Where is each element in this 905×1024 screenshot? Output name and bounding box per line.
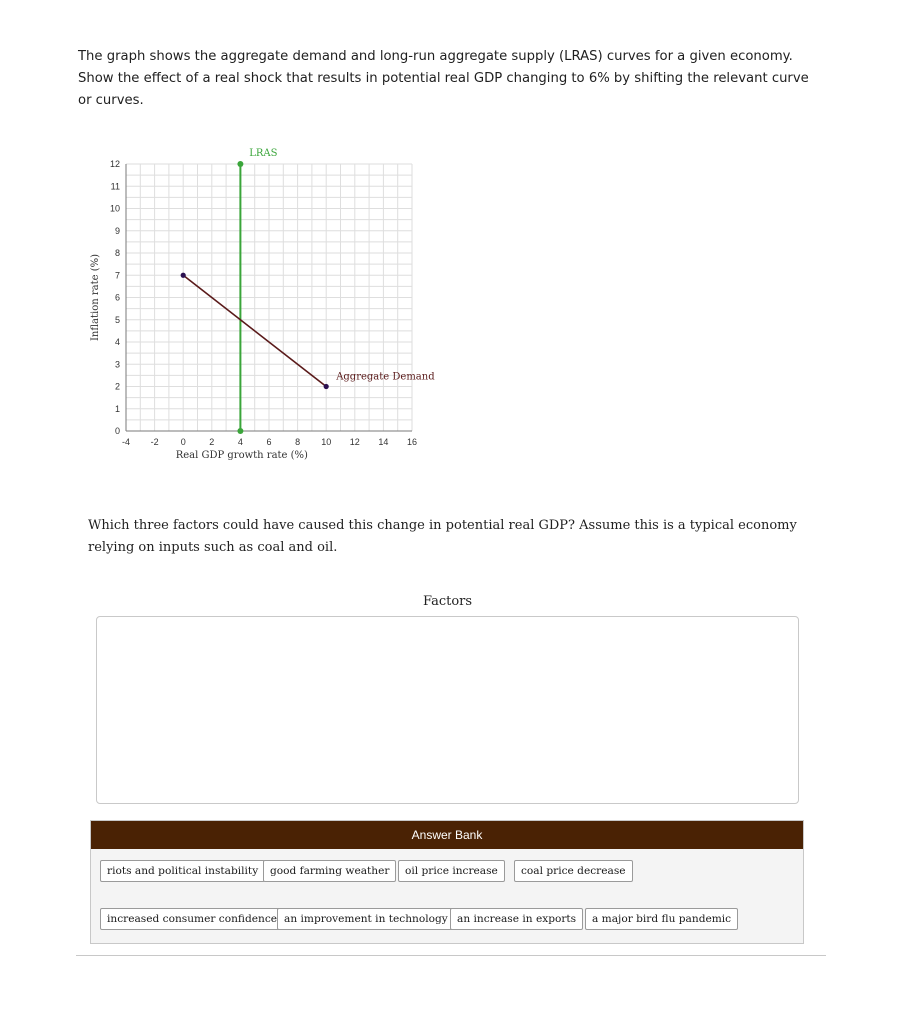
answer-chip[interactable]: increased consumer confidence bbox=[100, 908, 284, 930]
answer-chip[interactable]: a major bird flu pandemic bbox=[585, 908, 738, 930]
answer-chip[interactable]: oil price increase bbox=[398, 860, 505, 882]
y-tick-label: 1 bbox=[114, 403, 120, 414]
y-tick-label: 8 bbox=[114, 248, 120, 258]
answer-chip[interactable]: riots and political instability bbox=[100, 860, 265, 882]
y-tick-label: 11 bbox=[110, 181, 120, 192]
x-tick-label: -4 bbox=[121, 437, 131, 447]
answer-chip[interactable]: an increase in exports bbox=[450, 908, 583, 930]
x-tick-label: 6 bbox=[266, 437, 272, 447]
lras-handle-top[interactable] bbox=[237, 161, 243, 167]
lras-label: LRAS bbox=[249, 148, 278, 159]
x-tick-label: 2 bbox=[209, 437, 215, 447]
factors-drop-zone[interactable] bbox=[96, 616, 799, 804]
answer-chip[interactable]: an improvement in technology bbox=[277, 908, 455, 930]
x-tick-label: 8 bbox=[295, 437, 301, 447]
x-tick-label: 10 bbox=[321, 437, 332, 447]
y-tick-label: 0 bbox=[114, 426, 120, 436]
y-tick-label: 9 bbox=[114, 225, 120, 236]
lras-handle-bottom[interactable] bbox=[237, 428, 243, 434]
problem-statement: The graph shows the aggregate demand and long-run aggregate supply (LRAS) curves for a given economy. Show the effect of a real shock that results in potential real GDP changing to 6% by shifting the relevant curve or curves. bbox=[78, 49, 809, 108]
y-tick-label: 12 bbox=[109, 159, 120, 169]
y-tick-label: 2 bbox=[114, 381, 120, 392]
question-text: Which three factors could have caused this change in potential real GDP? Assume this is a typical economy relying on inputs such as coal and oil. bbox=[88, 518, 797, 555]
answer-chip[interactable]: good farming weather bbox=[263, 860, 396, 882]
x-axis-label: Real GDP growth rate (%) bbox=[175, 450, 308, 461]
y-tick-label: 3 bbox=[114, 359, 120, 370]
answer-chip[interactable]: coal price decrease bbox=[514, 860, 633, 882]
y-tick-label: 5 bbox=[114, 314, 120, 325]
ad-handle-right[interactable] bbox=[324, 384, 329, 389]
x-tick-label: 16 bbox=[406, 437, 418, 447]
ad-handle-left[interactable] bbox=[181, 273, 186, 278]
answer-bank bbox=[90, 820, 804, 944]
ad-label: Aggregate Demand bbox=[336, 371, 435, 383]
ad-lras-graph[interactable] bbox=[78, 138, 448, 478]
x-tick-label: 14 bbox=[378, 437, 389, 447]
y-tick-label: 10 bbox=[109, 203, 120, 214]
answer-bank-header: Answer Bank bbox=[91, 821, 803, 849]
y-tick-label: 7 bbox=[114, 270, 120, 281]
bottom-divider bbox=[76, 955, 826, 956]
x-tick-label: 0 bbox=[180, 437, 186, 447]
x-tick-label: -2 bbox=[150, 437, 159, 447]
drop-zone-title: Factors bbox=[422, 594, 473, 609]
y-tick-label: 4 bbox=[114, 337, 120, 347]
x-tick-label: 12 bbox=[349, 437, 360, 447]
y-axis-label: Inflation rate (%) bbox=[90, 253, 101, 342]
x-tick-label: 4 bbox=[237, 437, 243, 447]
y-tick-label: 6 bbox=[114, 292, 120, 303]
